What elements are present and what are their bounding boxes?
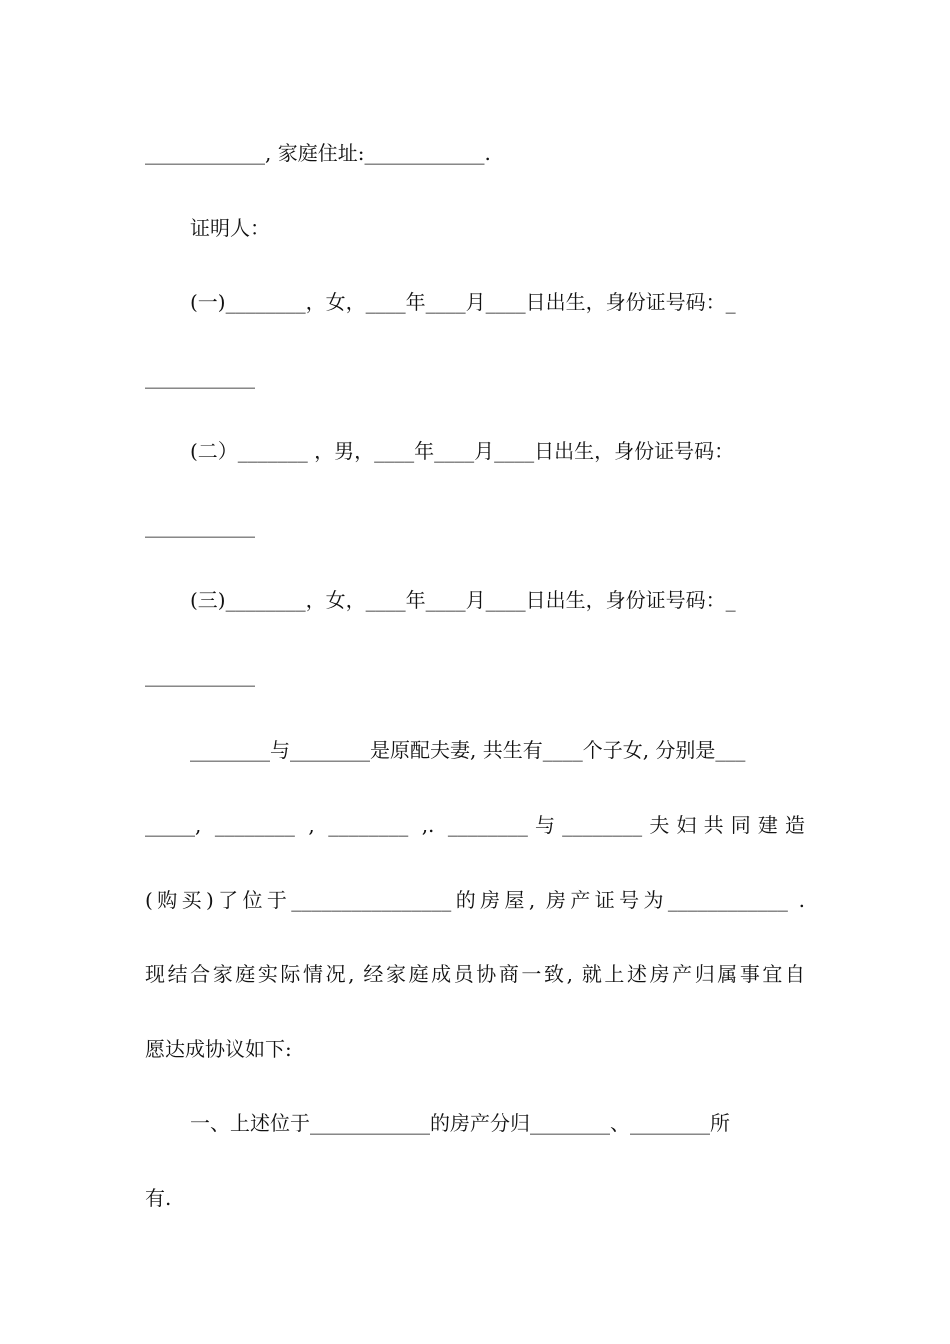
text-line-witness-3-id: ___________ [145,663,255,687]
text-line-children: _____, ________ , ________ ,. ________与________夫妇共同建造 [145,813,805,837]
text-line-property: (购买)了位于________________的房屋, 房产证号为____________ . [145,888,805,912]
text-line-witness-2-id: ___________ [145,514,255,538]
text-line-witness-2: (二）_______ ，男，____年____月____日出生，身份证号码： [190,439,735,463]
text-line-agreement-intro-end: 愿达成协议如下: [145,1037,292,1061]
text-line-witnesses-heading: 证明人： [190,216,270,240]
text-line-witness-1-id: ___________ [145,365,255,389]
text-line-clause-1: 一、上述位于____________的房产分归________、________所 [190,1111,730,1135]
text-line-family-address: ____________, 家庭住址:____________. [145,141,491,165]
text-line-clause-1-end: 有. [145,1186,172,1210]
text-line-witness-3: (三)________，女，____年____月____日出生，身份证号码：_ [190,588,736,612]
text-line-witness-1: (一)________，女，____年____月____日出生，身份证号码：_ [190,290,736,314]
text-line-agreement-intro: 现结合家庭实际情况, 经家庭成员协商一致, 就上述房产归属事宜自 [145,962,805,986]
text-line-marriage: ________与________是原配夫妻, 共生有____个子女, 分别是___ [190,738,746,762]
